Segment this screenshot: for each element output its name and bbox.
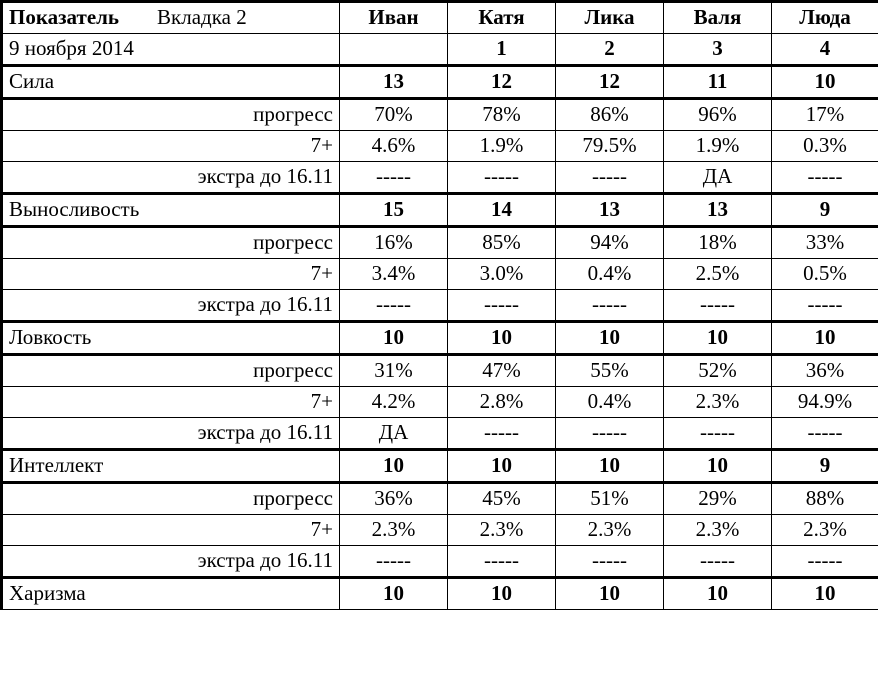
section-3-progress-4: 52% [664, 355, 772, 387]
row-label-progress-4: прогресс [2, 483, 340, 515]
section-4-progress-3: 51% [556, 483, 664, 515]
header-col-name-1: Иван [340, 2, 448, 34]
section-4-progress-4: 29% [664, 483, 772, 515]
section-2-value-3: 13 [556, 194, 664, 227]
section-4-progress-2: 45% [448, 483, 556, 515]
seven-plus-row [2, 387, 878, 418]
extra-row [2, 162, 878, 194]
section-title-3: Ловкость [2, 322, 340, 355]
section-5-value-4: 10 [664, 578, 772, 610]
section-title-row [2, 578, 878, 610]
section-1-sevenplus-3: 79.5% [556, 131, 664, 162]
header-date: 9 ноября 2014 [2, 34, 340, 66]
seven-plus-row [2, 131, 878, 162]
section-4-extra-5: ----- [772, 546, 878, 578]
extra-row [2, 418, 878, 450]
section-title-4: Интеллект [2, 450, 340, 483]
section-title-row [2, 66, 878, 99]
progress-row [2, 483, 878, 515]
section-1-value-2: 12 [448, 66, 556, 99]
section-3-sevenplus-3: 0.4% [556, 387, 664, 418]
header-col-name-5: Люда [772, 2, 878, 34]
section-2-extra-4: ----- [664, 290, 772, 322]
section-1-sevenplus-1: 4.6% [340, 131, 448, 162]
row-label-extra-1: экстра до 16.11 [2, 162, 340, 194]
section-title-row [2, 322, 878, 355]
section-2-extra-3: ----- [556, 290, 664, 322]
section-1-extra-1: ----- [340, 162, 448, 194]
row-label-sevenplus-3: 7+ [2, 387, 340, 418]
section-2-extra-5: ----- [772, 290, 878, 322]
section-4-value-5: 9 [772, 450, 878, 483]
section-3-extra-3: ----- [556, 418, 664, 450]
section-3-value-2: 10 [448, 322, 556, 355]
section-2-value-5: 9 [772, 194, 878, 227]
progress-row [2, 227, 878, 259]
section-title-5: Харизма [2, 578, 340, 610]
section-1-value-3: 12 [556, 66, 664, 99]
section-3-value-5: 10 [772, 322, 878, 355]
row-label-sevenplus-1: 7+ [2, 131, 340, 162]
section-3-extra-4: ----- [664, 418, 772, 450]
section-title-2: Выносливость [2, 194, 340, 227]
section-1-progress-5: 17% [772, 99, 878, 131]
row-label-extra-2: экстра до 16.11 [2, 290, 340, 322]
section-4-sevenplus-1: 2.3% [340, 515, 448, 546]
section-3-value-3: 10 [556, 322, 664, 355]
extra-row [2, 290, 878, 322]
progress-row [2, 355, 878, 387]
section-2-progress-3: 94% [556, 227, 664, 259]
section-5-value-2: 10 [448, 578, 556, 610]
section-3-extra-5: ----- [772, 418, 878, 450]
row-label-sevenplus-2: 7+ [2, 259, 340, 290]
table-header-row-names [2, 2, 878, 34]
section-4-value-3: 10 [556, 450, 664, 483]
section-4-extra-3: ----- [556, 546, 664, 578]
row-label-extra-3: экстра до 16.11 [2, 418, 340, 450]
section-1-sevenplus-5: 0.3% [772, 131, 878, 162]
section-4-sevenplus-4: 2.3% [664, 515, 772, 546]
extra-row [2, 546, 878, 578]
section-1-sevenplus-2: 1.9% [448, 131, 556, 162]
section-3-extra-2: ----- [448, 418, 556, 450]
header-col-number-3: 2 [556, 34, 664, 66]
section-3-progress-2: 47% [448, 355, 556, 387]
section-3-progress-1: 31% [340, 355, 448, 387]
section-title-row [2, 194, 878, 227]
section-2-sevenplus-2: 3.0% [448, 259, 556, 290]
section-1-sevenplus-4: 1.9% [664, 131, 772, 162]
section-1-progress-4: 96% [664, 99, 772, 131]
table-header-row-numbers [2, 34, 878, 66]
section-4-sevenplus-5: 2.3% [772, 515, 878, 546]
seven-plus-row [2, 259, 878, 290]
section-1-extra-3: ----- [556, 162, 664, 194]
section-4-sevenplus-2: 2.3% [448, 515, 556, 546]
section-4-value-1: 10 [340, 450, 448, 483]
section-4-sevenplus-3: 2.3% [556, 515, 664, 546]
header-col-number-1 [340, 34, 448, 66]
section-2-progress-2: 85% [448, 227, 556, 259]
section-4-extra-1: ----- [340, 546, 448, 578]
seven-plus-row [2, 515, 878, 546]
section-5-value-5: 10 [772, 578, 878, 610]
section-2-sevenplus-5: 0.5% [772, 259, 878, 290]
section-1-progress-1: 70% [340, 99, 448, 131]
section-4-extra-4: ----- [664, 546, 772, 578]
section-5-value-1: 10 [340, 578, 448, 610]
header-indicator-label: Показатель [9, 5, 120, 29]
section-1-value-1: 13 [340, 66, 448, 99]
section-4-extra-2: ----- [448, 546, 556, 578]
header-indicator-cell [2, 2, 340, 34]
row-label-progress-1: прогресс [2, 99, 340, 131]
section-4-value-4: 10 [664, 450, 772, 483]
section-3-sevenplus-5: 94.9% [772, 387, 878, 418]
section-3-value-4: 10 [664, 322, 772, 355]
section-3-sevenplus-1: 4.2% [340, 387, 448, 418]
section-2-sevenplus-4: 2.5% [664, 259, 772, 290]
section-2-sevenplus-1: 3.4% [340, 259, 448, 290]
header-col-number-5: 4 [772, 34, 878, 66]
section-4-progress-1: 36% [340, 483, 448, 515]
section-2-extra-1: ----- [340, 290, 448, 322]
row-label-progress-3: прогресс [2, 355, 340, 387]
section-5-value-3: 10 [556, 578, 664, 610]
section-3-progress-5: 36% [772, 355, 878, 387]
header-col-number-2: 1 [448, 34, 556, 66]
header-tab-label: Вкладка 2 [157, 5, 247, 29]
section-4-progress-5: 88% [772, 483, 878, 515]
section-3-value-1: 10 [340, 322, 448, 355]
section-1-extra-5: ----- [772, 162, 878, 194]
section-title-1: Сила [2, 66, 340, 99]
section-1-progress-3: 86% [556, 99, 664, 131]
section-2-value-1: 15 [340, 194, 448, 227]
section-2-value-4: 13 [664, 194, 772, 227]
section-title-row [2, 450, 878, 483]
section-3-sevenplus-2: 2.8% [448, 387, 556, 418]
section-1-progress-2: 78% [448, 99, 556, 131]
header-col-number-4: 3 [664, 34, 772, 66]
section-4-value-2: 10 [448, 450, 556, 483]
section-2-sevenplus-3: 0.4% [556, 259, 664, 290]
progress-row [2, 99, 878, 131]
section-2-value-2: 14 [448, 194, 556, 227]
row-label-progress-2: прогресс [2, 227, 340, 259]
section-2-progress-4: 18% [664, 227, 772, 259]
section-1-value-5: 10 [772, 66, 878, 99]
section-3-sevenplus-4: 2.3% [664, 387, 772, 418]
row-label-extra-4: экстра до 16.11 [2, 546, 340, 578]
row-label-sevenplus-4: 7+ [2, 515, 340, 546]
section-1-extra-4: ДА [664, 162, 772, 194]
section-2-progress-5: 33% [772, 227, 878, 259]
header-col-name-2: Катя [448, 2, 556, 34]
section-2-extra-2: ----- [448, 290, 556, 322]
header-col-name-4: Валя [664, 2, 772, 34]
section-1-extra-2: ----- [448, 162, 556, 194]
section-3-extra-1: ДА [340, 418, 448, 450]
section-1-value-4: 11 [664, 66, 772, 99]
section-3-progress-3: 55% [556, 355, 664, 387]
section-2-progress-1: 16% [340, 227, 448, 259]
header-col-name-3: Лика [556, 2, 664, 34]
